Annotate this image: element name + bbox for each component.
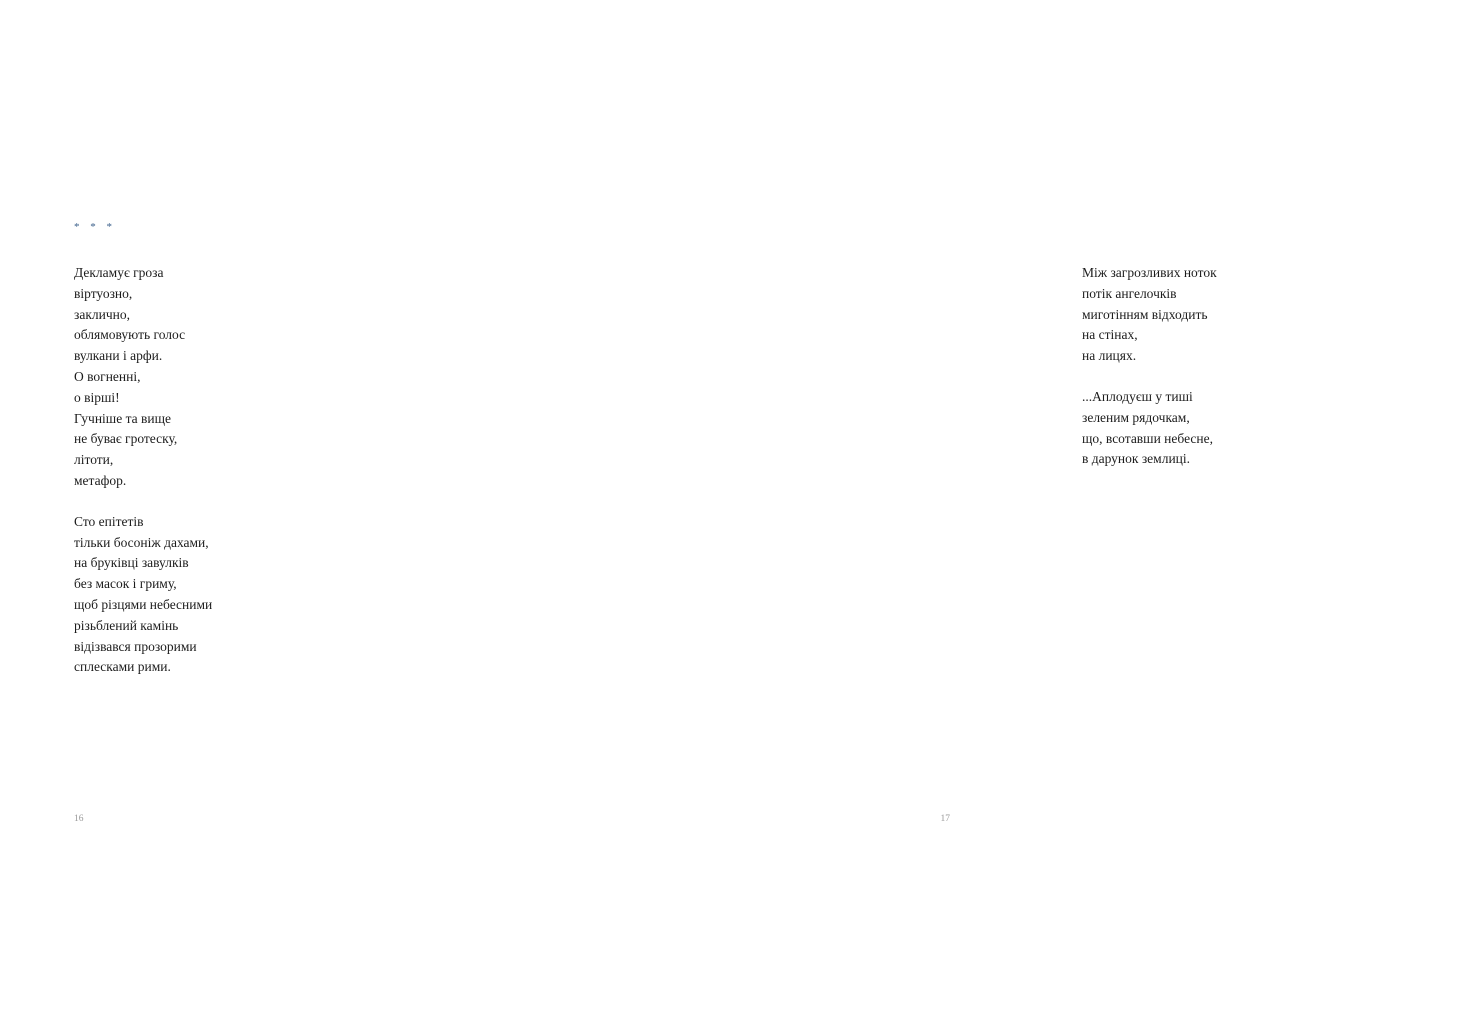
- poem-line: заклично,: [74, 306, 130, 322]
- poem-line: віртуозно,: [74, 285, 133, 301]
- left-poem-column: [74, 263, 454, 678]
- poem-line: Декламує гроза: [74, 265, 164, 280]
- poem-line: миготінням відходить: [1082, 306, 1208, 322]
- poem-line: в дарунок землиці.: [1082, 451, 1191, 467]
- poem-line: Сто епітетів: [74, 513, 144, 529]
- poem-line: різьблений камінь: [74, 617, 179, 633]
- poem-line: без масок і гриму,: [74, 576, 177, 592]
- poem-line: на стінах,: [1082, 327, 1138, 343]
- stanza: [74, 263, 454, 492]
- poem-line: зеленим рядочкам,: [1082, 409, 1190, 425]
- poem-line: відізвався прозорими: [74, 638, 197, 654]
- poem-line: вулкани і арфи.: [74, 348, 163, 364]
- stanza: [1082, 263, 1462, 367]
- section-ornament: * * *: [74, 221, 116, 233]
- page-number-left: 16: [74, 814, 84, 824]
- poem-line: на бруківці завулків: [74, 555, 189, 571]
- stanza: [74, 512, 454, 678]
- poem-line: облямовують голос: [74, 327, 186, 343]
- right-poem-column: [1082, 263, 1462, 470]
- poem-line: метафор.: [74, 472, 127, 488]
- poem-line: О вогненні,: [74, 368, 141, 384]
- poem-line: потік ангелочків: [1082, 285, 1177, 301]
- right-page: [512, 0, 1217, 1024]
- poem-line: ...Аплодуєш у тиші: [1082, 388, 1193, 404]
- poem-line: Гучніше та вище: [74, 410, 171, 426]
- poem-line: тільки босоніж дахами,: [74, 534, 209, 550]
- poem-line: о вірші!: [74, 389, 120, 405]
- page-number-right: 17: [940, 814, 950, 824]
- poem-line: Між загрозливих ноток: [1082, 265, 1217, 280]
- poem-line: на лицях.: [1082, 348, 1137, 364]
- poem-line: що, всотавши небесне,: [1082, 430, 1213, 446]
- poem-line: літоти,: [74, 452, 114, 468]
- poem-line: сплесками рими.: [74, 659, 171, 675]
- poem-line: щоб різцями небесними: [74, 596, 213, 612]
- left-page: [0, 0, 512, 1024]
- stanza: [1082, 387, 1462, 470]
- poem-line: не буває гротеску,: [74, 431, 178, 447]
